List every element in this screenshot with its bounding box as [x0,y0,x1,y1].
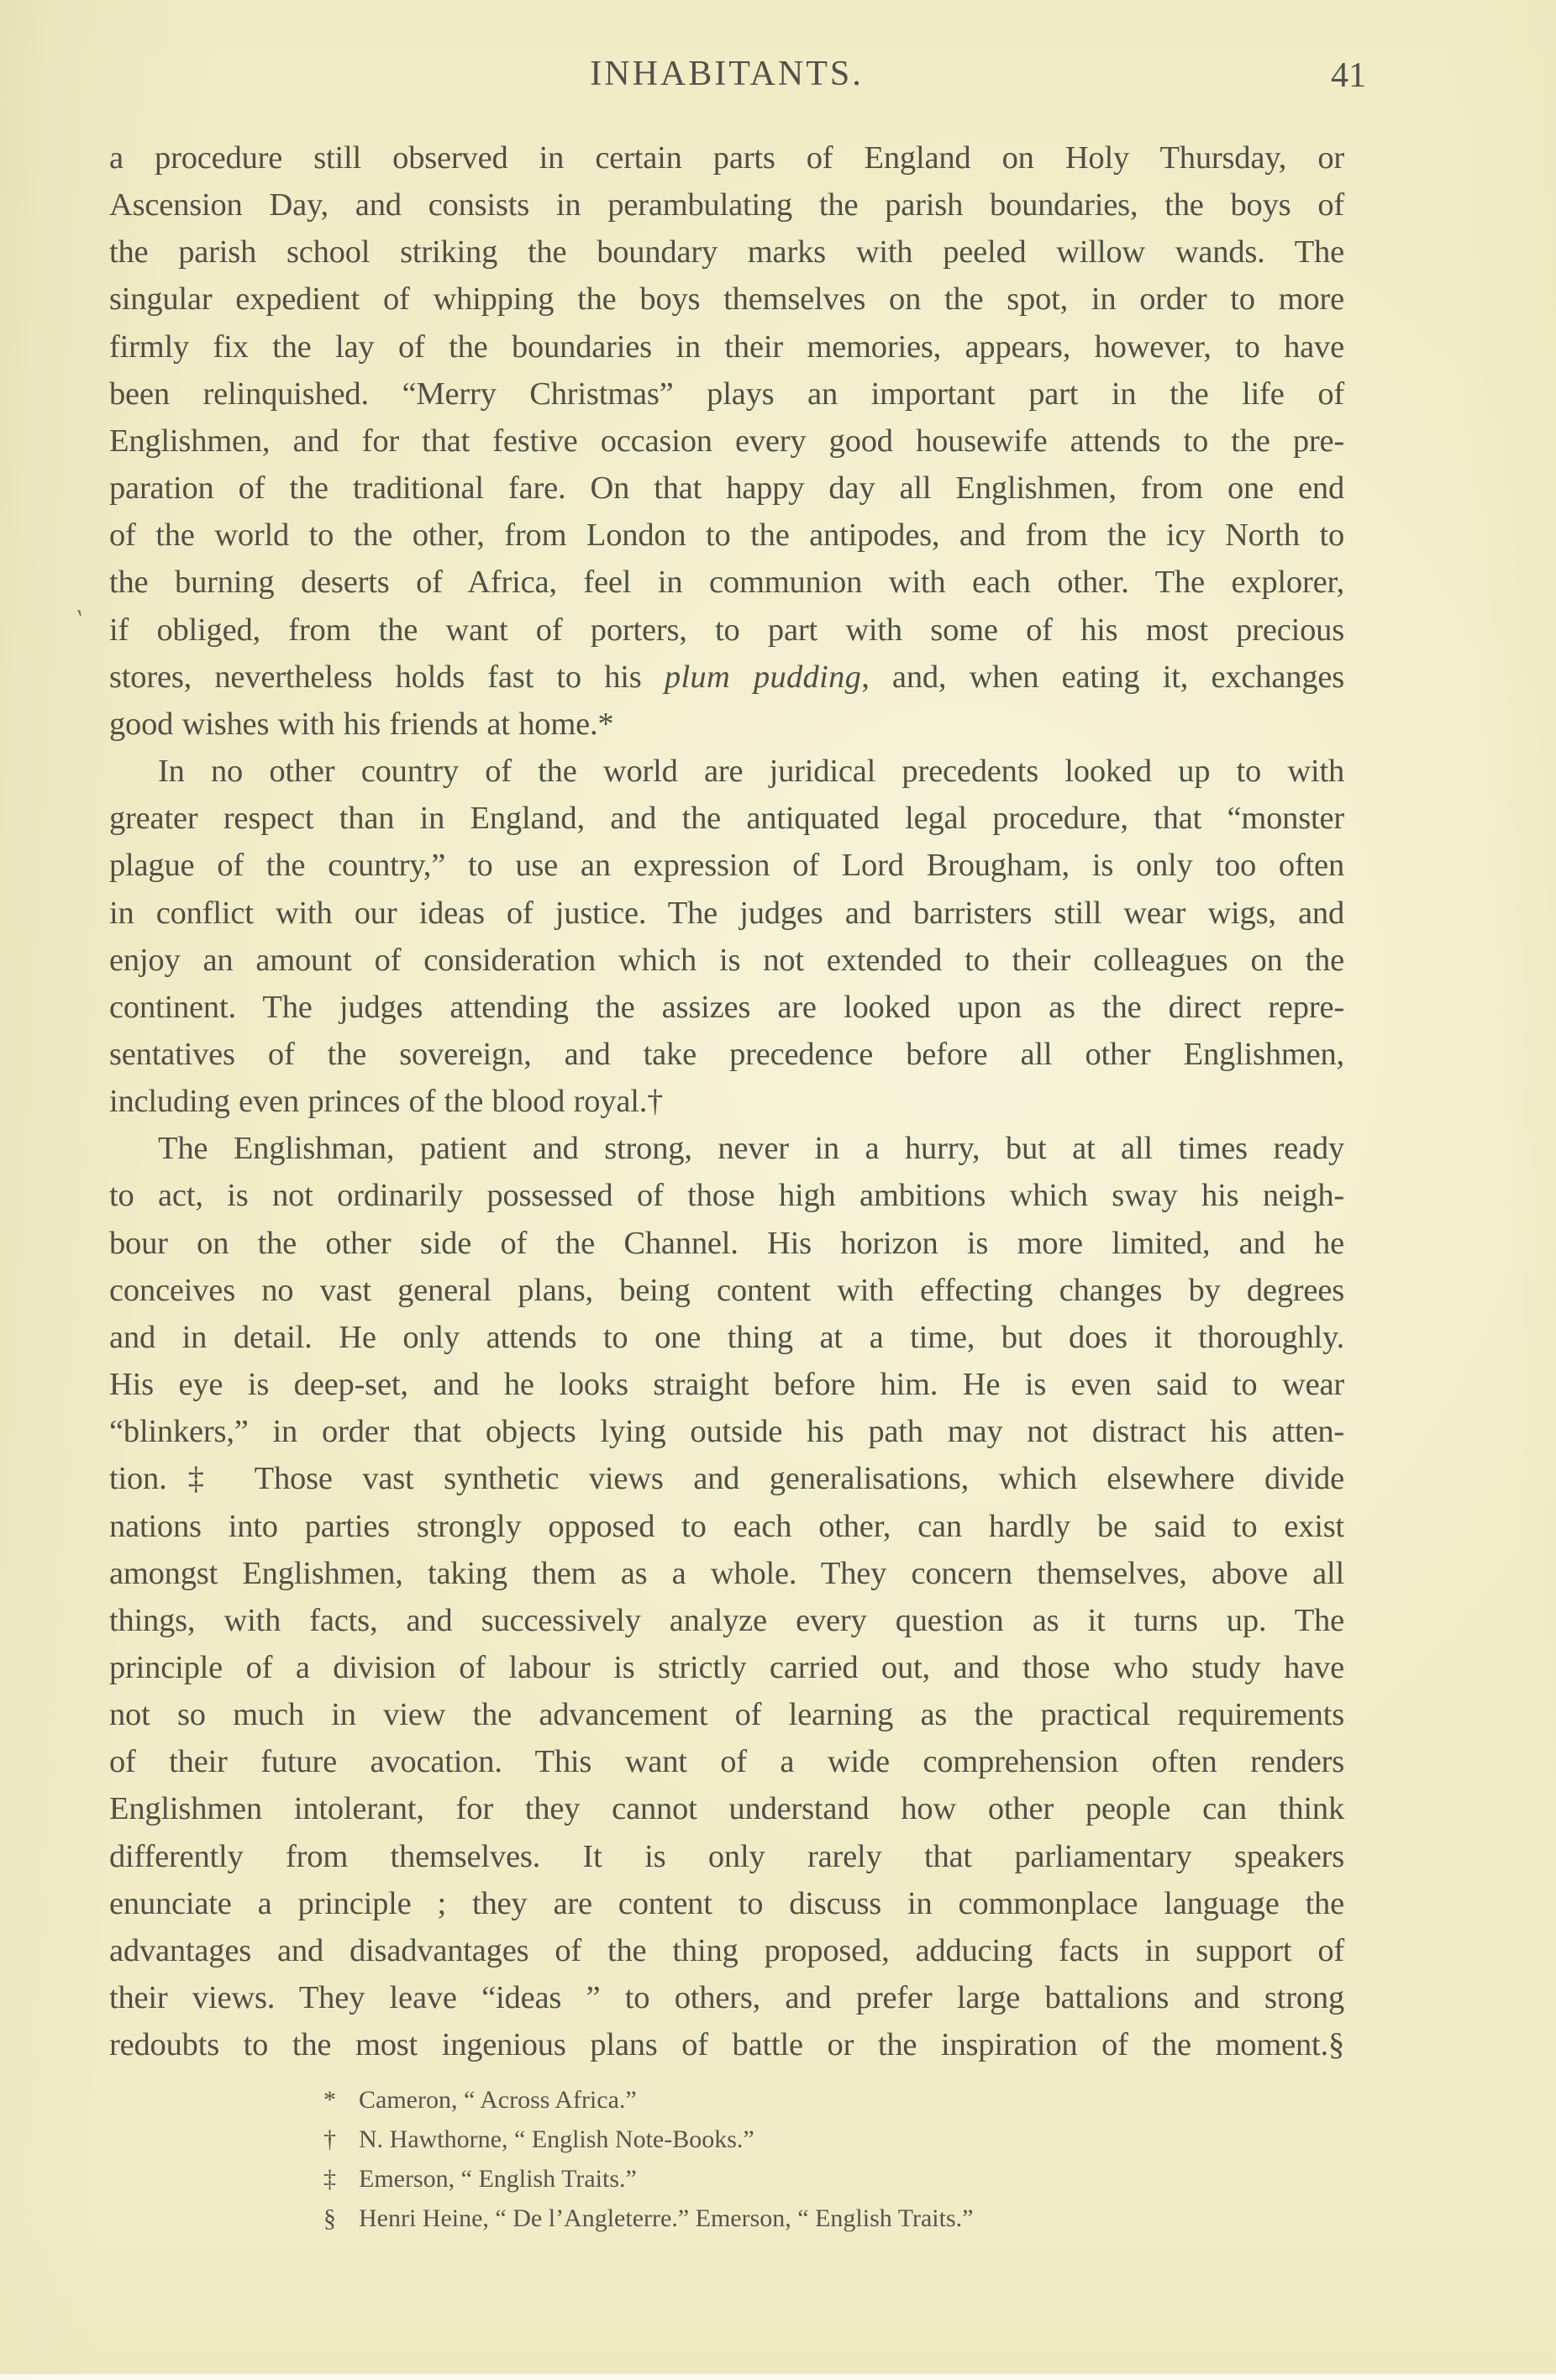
text-line: nations into parties strongly opposed to each other, can hardly be said to exist [109,1508,1344,1544]
footnote-symbol: * [323,2086,336,2114]
text-line: and in detail. He only attends to one thing at a time, but does it thoroughly. [109,1319,1344,1355]
page-header [109,54,1366,101]
text-line: paration of the traditional fare. On that happy day all Englishmen, from one end [109,470,1344,507]
footnote-symbol: † [323,2125,336,2153]
text-line: things, with facts, and successively analyze every question as it turns up. The [109,1602,1344,1638]
text-line: principle of a division of labour is strictly carried out, and those who study have [109,1650,1344,1685]
text-line: including even princes of the blood royal.† [109,1084,664,1120]
text-line: been relinquished. “Merry Christmas” plays an important part in the life of [109,376,1344,412]
text-line: In no other country of the world are juridical precedents looked up to with [158,754,1344,790]
text-line: good wishes with his friends at home.* [109,706,614,742]
footnote-text: Cameron, “ Across Africa.” [359,2086,637,2114]
margin-mark: ‵ [70,606,84,638]
text-line: advantages and disadvantages of the thing proposed, adducing facts in support of [109,1932,1344,1968]
text-line: of their future avocation. This want of a wide comprehension often renders [109,1744,1344,1780]
text-line: sentatives of the sovereign, and take precedence before all other Englishmen, [109,1036,1344,1072]
text-line: differently from themselves. It is only rarely that parliamentary speakers [109,1838,1344,1874]
text-line: enjoy an amount of consideration which is not extended to their colleagues on the [109,942,1344,978]
text-line: plague of the country,” to use an expression of Lord Brougham, is only too often [109,848,1344,884]
text-line: singular expedient of whipping the boys themselves on the spot, in order to more [109,281,1344,318]
text-line: bour on the other side of the Channel. His horizon is more limited, and he [109,1225,1344,1261]
paragraph [109,748,1344,1125]
footnote-text: Henri Heine, “ De l’Angleterre.” Emerson, “ English Traits.” [359,2204,974,2232]
text-line: not so much in view the advancement of learning as the practical requirements [109,1697,1344,1733]
text-line: their views. They leave “ideas ” to others, and prefer large battalions and strong [109,1980,1344,2016]
text-line: the parish school striking the boundary marks with peeled willow wands. The [109,234,1344,271]
text-line: redoubts to the most ingenious plans of battle or the inspiration of the moment.§ [109,2027,1344,2063]
text-line: The Englishman, patient and strong, never in a hurry, but at all times ready [158,1131,1344,1167]
page-number: 41 [1331,56,1366,95]
text-line: if obliged, from the want of porters, to part with some of his most precious [109,612,1344,648]
text-line: firmly fix the lay of the boundaries in their memories, appears, however, to have [109,328,1344,365]
text-line: to act, is not ordinarily possessed of those high ambitions which sway his neigh- [109,1178,1344,1214]
text-line: Englishmen intolerant, for they cannot understand how other people can think [109,1791,1344,1827]
text-line: tion.‡ Those vast synthetic views and generalisations, which elsewhere divide [109,1461,1344,1497]
paragraph [109,134,1344,748]
text-line: greater respect than in England, and the antiquated legal procedure, that “monster [109,801,1344,837]
text-line: of the world to the other, from London to the antipodes, and from the icy North to [109,518,1344,554]
footnote-symbol: § [323,2204,336,2232]
text-line: stores, nevertheless holds fast to his plum pudding, and, when eating it, exchanges [109,659,1345,695]
text-line: a procedure still observed in certain parts of England on Holy Thursday, or [109,140,1344,176]
footnotes [109,2080,1344,2238]
footnote-text: N. Hawthorne, “ English Note-Books.” [359,2125,754,2153]
running-title: INHABITANTS. [590,55,864,93]
text-line: the burning deserts of Africa, feel in communion with each other. The explorer, [109,565,1344,601]
footnote-symbol: ‡ [323,2165,336,2193]
body-text [109,134,1344,2068]
text-line: enunciate a principle ; they are content to discuss in commonplace language the [109,1885,1344,1921]
footnote-text: Emerson, “ English Traits.” [359,2165,637,2193]
footnote [109,2199,1344,2238]
text-line: “blinkers,” in order that objects lying outside his path may not distract his atten- [109,1414,1344,1450]
footnote [109,2159,1344,2199]
text-line: Englishmen, and for that festive occasion every good housewife attends to the pre- [109,423,1344,459]
text-line: His eye is deep-set, and he looks straight before him. He is even said to wear [109,1367,1344,1403]
text-line: conceives no vast general plans, being content with effecting changes by degrees [109,1272,1344,1308]
footnote [109,2120,1344,2159]
footnote [109,2080,1344,2120]
text-line: in conflict with our ideas of justice. The judges and barristers still wear wigs, and [109,895,1344,931]
text-line: continent. The judges attending the assizes are looked upon as the direct repre- [109,989,1344,1025]
text-line: amongst Englishmen, taking them as a whole. They concern themselves, above all [109,1555,1344,1591]
paragraph [109,1125,1344,2068]
text-line: Ascension Day, and consists in perambulating the parish boundaries, the boys of [109,187,1344,223]
